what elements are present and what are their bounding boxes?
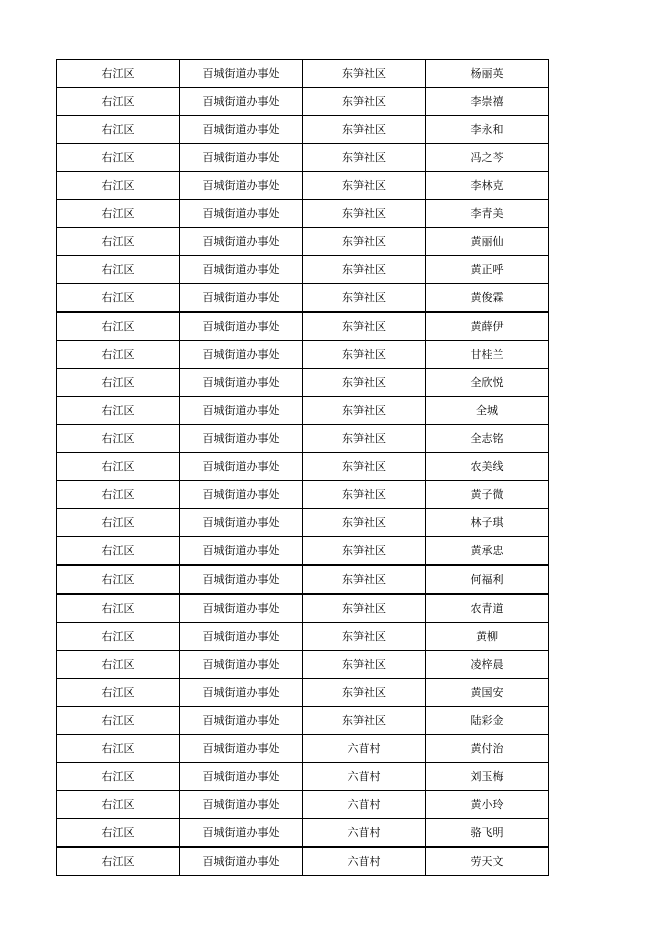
name-cell: 甘桂兰 xyxy=(426,341,549,369)
name-cell: 杨丽英 xyxy=(426,60,549,88)
table-row xyxy=(57,594,549,623)
district-cell: 右江区 xyxy=(57,819,180,848)
district-cell: 右江区 xyxy=(57,623,180,651)
community-cell: 东笋社区 xyxy=(303,284,426,313)
subdistrict-cell: 百城街道办事处 xyxy=(180,819,303,848)
district-cell: 右江区 xyxy=(57,200,180,228)
subdistrict-cell: 百城街道办事处 xyxy=(180,847,303,876)
community-cell: 东笋社区 xyxy=(303,312,426,341)
community-cell: 东笋社区 xyxy=(303,481,426,509)
subdistrict-cell: 百城街道办事处 xyxy=(180,623,303,651)
subdistrict-cell: 百城街道办事处 xyxy=(180,341,303,369)
subdistrict-cell: 百城街道办事处 xyxy=(180,88,303,116)
name-cell: 李林克 xyxy=(426,172,549,200)
table-row xyxy=(57,565,549,594)
community-cell: 六苜村 xyxy=(303,819,426,848)
district-cell: 右江区 xyxy=(57,312,180,341)
district-cell: 右江区 xyxy=(57,847,180,876)
table-row xyxy=(57,116,549,144)
subdistrict-cell: 百城街道办事处 xyxy=(180,228,303,256)
name-cell: 全城 xyxy=(426,397,549,425)
table-row xyxy=(57,397,549,425)
name-cell: 黄付治 xyxy=(426,735,549,763)
subdistrict-cell: 百城街道办事处 xyxy=(180,594,303,623)
subdistrict-cell: 百城街道办事处 xyxy=(180,284,303,313)
district-cell: 右江区 xyxy=(57,763,180,791)
table-body xyxy=(57,60,549,876)
table-row xyxy=(57,735,549,763)
district-cell: 右江区 xyxy=(57,453,180,481)
district-cell: 右江区 xyxy=(57,791,180,819)
subdistrict-cell: 百城街道办事处 xyxy=(180,397,303,425)
table-row xyxy=(57,369,549,397)
district-cell: 右江区 xyxy=(57,707,180,735)
table-row xyxy=(57,819,549,848)
name-cell: 黄国安 xyxy=(426,679,549,707)
community-cell: 东笋社区 xyxy=(303,369,426,397)
table-row xyxy=(57,481,549,509)
table-row xyxy=(57,679,549,707)
table-row xyxy=(57,284,549,313)
subdistrict-cell: 百城街道办事处 xyxy=(180,172,303,200)
community-cell: 东笋社区 xyxy=(303,172,426,200)
table-row xyxy=(57,453,549,481)
subdistrict-cell: 百城街道办事处 xyxy=(180,144,303,172)
table-row xyxy=(57,537,549,566)
community-cell: 东笋社区 xyxy=(303,453,426,481)
subdistrict-cell: 百城街道办事处 xyxy=(180,453,303,481)
name-cell: 陆彩金 xyxy=(426,707,549,735)
table-row xyxy=(57,88,549,116)
district-cell: 右江区 xyxy=(57,509,180,537)
district-cell: 右江区 xyxy=(57,144,180,172)
subdistrict-cell: 百城街道办事处 xyxy=(180,763,303,791)
subdistrict-cell: 百城街道办事处 xyxy=(180,679,303,707)
table-row xyxy=(57,509,549,537)
subdistrict-cell: 百城街道办事处 xyxy=(180,200,303,228)
district-cell: 右江区 xyxy=(57,425,180,453)
name-cell: 农青道 xyxy=(426,594,549,623)
district-cell: 右江区 xyxy=(57,369,180,397)
subdistrict-cell: 百城街道办事处 xyxy=(180,312,303,341)
community-cell: 东笋社区 xyxy=(303,565,426,594)
district-cell: 右江区 xyxy=(57,679,180,707)
name-cell: 冯之芩 xyxy=(426,144,549,172)
community-cell: 东笋社区 xyxy=(303,707,426,735)
subdistrict-cell: 百城街道办事处 xyxy=(180,791,303,819)
name-cell: 黄小玲 xyxy=(426,791,549,819)
subdistrict-cell: 百城街道办事处 xyxy=(180,565,303,594)
table-row xyxy=(57,60,549,88)
community-cell: 东笋社区 xyxy=(303,144,426,172)
community-cell: 东笋社区 xyxy=(303,679,426,707)
name-cell: 黄承忠 xyxy=(426,537,549,566)
table-row xyxy=(57,341,549,369)
table-row xyxy=(57,425,549,453)
district-cell: 右江区 xyxy=(57,397,180,425)
community-cell: 东笋社区 xyxy=(303,397,426,425)
community-cell: 东笋社区 xyxy=(303,537,426,566)
community-cell: 东笋社区 xyxy=(303,623,426,651)
name-cell: 刘玉梅 xyxy=(426,763,549,791)
table-row xyxy=(57,763,549,791)
name-cell: 李青美 xyxy=(426,200,549,228)
district-cell: 右江区 xyxy=(57,116,180,144)
name-cell: 黄丽仙 xyxy=(426,228,549,256)
community-cell: 东笋社区 xyxy=(303,594,426,623)
name-cell: 黄俊霖 xyxy=(426,284,549,313)
name-cell: 黄柳 xyxy=(426,623,549,651)
table-row xyxy=(57,228,549,256)
name-cell: 农美线 xyxy=(426,453,549,481)
name-cell: 李崇禧 xyxy=(426,88,549,116)
community-cell: 东笋社区 xyxy=(303,425,426,453)
district-cell: 右江区 xyxy=(57,537,180,566)
community-cell: 六苜村 xyxy=(303,763,426,791)
name-cell: 黄正呼 xyxy=(426,256,549,284)
name-cell: 何福利 xyxy=(426,565,549,594)
district-cell: 右江区 xyxy=(57,256,180,284)
community-cell: 东笋社区 xyxy=(303,256,426,284)
table-row xyxy=(57,144,549,172)
district-cell: 右江区 xyxy=(57,60,180,88)
community-cell: 东笋社区 xyxy=(303,228,426,256)
subdistrict-cell: 百城街道办事处 xyxy=(180,537,303,566)
table-row xyxy=(57,312,549,341)
subdistrict-cell: 百城街道办事处 xyxy=(180,481,303,509)
district-cell: 右江区 xyxy=(57,735,180,763)
district-cell: 右江区 xyxy=(57,594,180,623)
district-cell: 右江区 xyxy=(57,228,180,256)
community-cell: 东笋社区 xyxy=(303,200,426,228)
community-cell: 东笋社区 xyxy=(303,88,426,116)
table-row xyxy=(57,847,549,876)
community-cell: 六苜村 xyxy=(303,791,426,819)
subdistrict-cell: 百城街道办事处 xyxy=(180,116,303,144)
table-row xyxy=(57,256,549,284)
subdistrict-cell: 百城街道办事处 xyxy=(180,707,303,735)
district-cell: 右江区 xyxy=(57,172,180,200)
name-cell: 林子琪 xyxy=(426,509,549,537)
community-cell: 东笋社区 xyxy=(303,60,426,88)
subdistrict-cell: 百城街道办事处 xyxy=(180,425,303,453)
subdistrict-cell: 百城街道办事处 xyxy=(180,60,303,88)
district-cell: 右江区 xyxy=(57,88,180,116)
district-cell: 右江区 xyxy=(57,565,180,594)
district-cell: 右江区 xyxy=(57,481,180,509)
table-row xyxy=(57,623,549,651)
table-row xyxy=(57,172,549,200)
subdistrict-cell: 百城街道办事处 xyxy=(180,651,303,679)
name-cell: 黄子微 xyxy=(426,481,549,509)
name-cell: 李永和 xyxy=(426,116,549,144)
community-cell: 东笋社区 xyxy=(303,509,426,537)
subdistrict-cell: 百城街道办事处 xyxy=(180,369,303,397)
table-row xyxy=(57,651,549,679)
subdistrict-cell: 百城街道办事处 xyxy=(180,735,303,763)
district-cell: 右江区 xyxy=(57,341,180,369)
community-cell: 六苜村 xyxy=(303,847,426,876)
subdistrict-cell: 百城街道办事处 xyxy=(180,509,303,537)
name-cell: 全欣悦 xyxy=(426,369,549,397)
name-cell: 劳天文 xyxy=(426,847,549,876)
subdistrict-cell: 百城街道办事处 xyxy=(180,256,303,284)
district-cell: 右江区 xyxy=(57,651,180,679)
community-cell: 东笋社区 xyxy=(303,651,426,679)
name-cell: 黄薛伊 xyxy=(426,312,549,341)
district-cell: 右江区 xyxy=(57,284,180,313)
community-cell: 东笋社区 xyxy=(303,341,426,369)
table-row xyxy=(57,707,549,735)
name-cell: 骆飞明 xyxy=(426,819,549,848)
community-cell: 东笋社区 xyxy=(303,116,426,144)
spreadsheet-table xyxy=(56,59,549,876)
name-cell: 全志铭 xyxy=(426,425,549,453)
name-cell: 凌梓晨 xyxy=(426,651,549,679)
community-cell: 六苜村 xyxy=(303,735,426,763)
table-row xyxy=(57,791,549,819)
table-row xyxy=(57,200,549,228)
